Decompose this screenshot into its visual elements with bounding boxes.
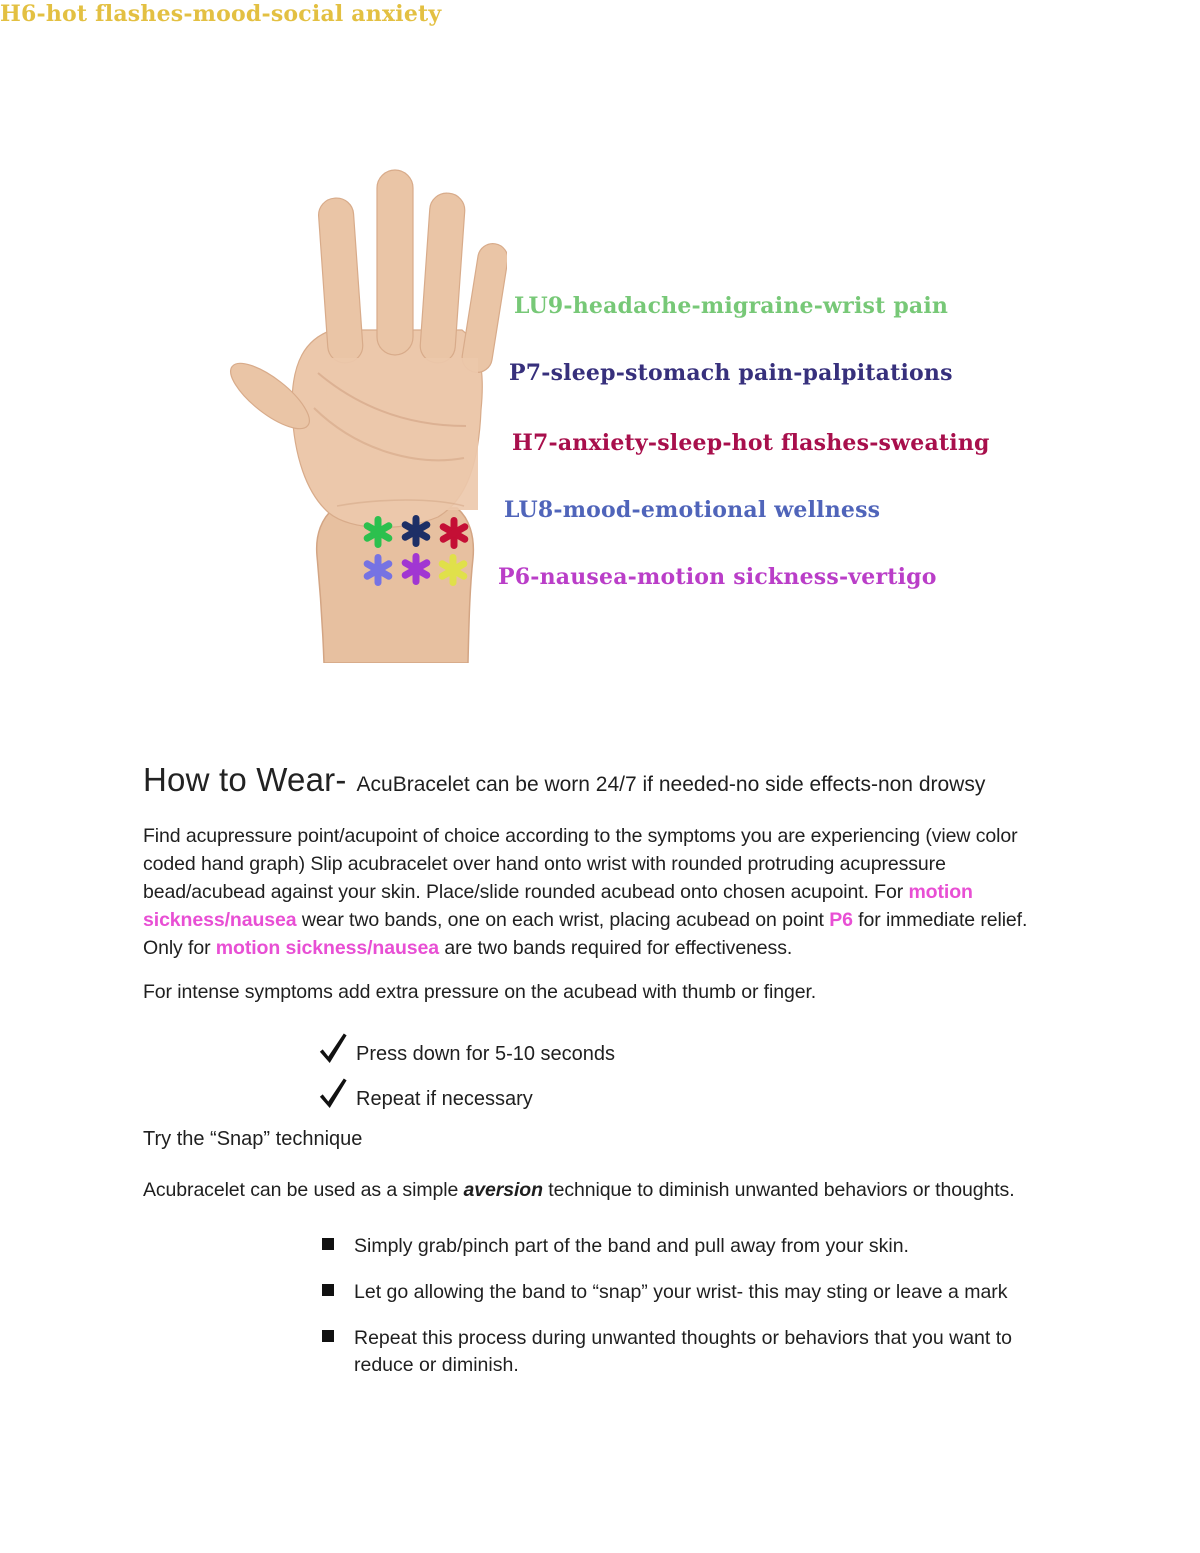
square-bullet-icon bbox=[322, 1284, 334, 1296]
snap-technique-line: Try the “Snap” technique bbox=[143, 1128, 363, 1150]
paragraph-intense-symptoms: For intense symptoms add extra pressure on the acubead with thumb or finger. bbox=[143, 981, 817, 1003]
list-item-text: Simply grab/pinch part of the band and pull away from your skin. bbox=[354, 1235, 909, 1257]
list-item bbox=[322, 1233, 1032, 1260]
square-bullet-icon bbox=[322, 1238, 334, 1250]
list-item bbox=[322, 1279, 1032, 1306]
check-item-label: Press down for 5-10 seconds bbox=[356, 1043, 616, 1065]
pinky-finger bbox=[460, 241, 507, 374]
paragraph-aversion: Acubracelet can be used as a simple aversion technique to diminish unwanted behaviors or thoughts. bbox=[143, 1179, 1015, 1201]
check-item-label: Repeat if necessary bbox=[356, 1088, 533, 1110]
list-item-text: Repeat this process during unwanted thoughts or behaviors that you want to reduce or diminish. bbox=[354, 1327, 1012, 1376]
label-p7: P7-sleep-stomach pain-palpitations bbox=[509, 360, 953, 386]
label-lu9: LU9-headache-migraine-wrist pain bbox=[514, 293, 949, 319]
label-h6: H6-hot flashes-mood-social anxiety bbox=[0, 1, 442, 27]
list-item bbox=[322, 1325, 1032, 1379]
square-bullet-icon bbox=[322, 1330, 334, 1342]
page-title: How to Wear- bbox=[143, 761, 347, 798]
checkmark-icon bbox=[318, 1077, 348, 1109]
middle-finger bbox=[377, 170, 413, 355]
hand-illustration bbox=[222, 158, 507, 663]
section-heading-row bbox=[143, 760, 1103, 800]
paragraph-find-acupoint: Find acupressure point/acupoint of choice according to the symptoms you are experiencing (view color coded hand graph) Slip acubracelet over hand onto wrist with rounded protruding acupressure bead/acubead against your skin. Place/slide rounded acubead onto chosen acupoint. For motion sickness/nausea wear two bands, one on each wrist, placing acubead on point P6 for immediate relief. Only for motion sickness/nausea are two bands required for effectiveness. bbox=[143, 825, 1028, 959]
check-item bbox=[318, 1071, 615, 1109]
label-h7: H7-anxiety-sleep-hot flashes-sweating bbox=[512, 430, 990, 456]
check-list bbox=[318, 1026, 615, 1116]
label-lu8: LU8-mood-emotional wellness bbox=[504, 497, 881, 523]
label-p6: P6-nausea-motion sickness-vertigo bbox=[498, 564, 937, 590]
checkmark-icon bbox=[318, 1032, 348, 1064]
check-item bbox=[318, 1026, 615, 1064]
bullet-list bbox=[322, 1233, 1032, 1398]
page-title-subtext: AcuBracelet can be worn 24/7 if needed-no side effects-non drowsy bbox=[356, 773, 986, 796]
hand-photo bbox=[222, 158, 507, 663]
list-item-text: Let go allowing the band to “snap” your wrist- this may sting or leave a mark bbox=[354, 1281, 1008, 1303]
